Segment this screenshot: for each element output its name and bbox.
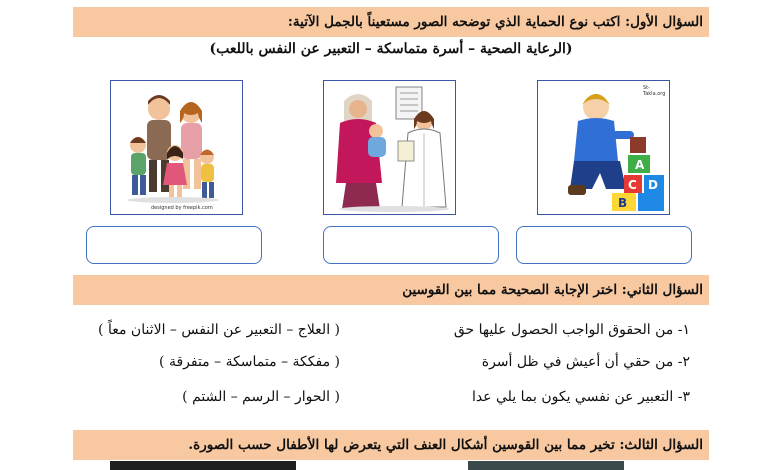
question-2-item-3-choices: ( الحوار – الرسم – الشتم ) [182,389,340,405]
svg-text:A: A [635,158,645,172]
image-family [110,80,243,215]
question-3-title: السؤال الثالث: تخير مما بين القوسين أشكال العنف التي يتعرض لها الأطفال حسب الصورة. [188,437,703,453]
answer-box-1[interactable] [86,226,262,264]
answer-box-3[interactable] [516,226,692,264]
question-2-item-1: ١- من الحقوق الواجب الحصول عليها حق [453,322,690,338]
question-2-item-3: ٣- التعبير عن نفسي يكون بما يلي عدا [471,389,690,405]
question-2-item-2-choices: ( مفككة – متماسكة – متفرقة ) [159,354,340,370]
doctor-mother-child-icon [324,81,454,213]
svg-text:B: B [618,196,628,210]
image-child-playing [537,80,670,215]
question-3-header [73,430,709,460]
svg-text:C: C [628,178,637,192]
answer-box-2[interactable] [323,226,499,264]
image-source: St-Takla.org [643,85,666,97]
image-credit: designed by freepik.com [151,205,213,211]
question-2-title: السؤال الثاني: اختر الإجابة الصحيحة مما بين القوسين [402,282,703,298]
question-2-item-2: ٢- من حقي أن أعيش في ظل أسرة [481,354,690,370]
question-1-header [73,7,709,37]
question-1-title: السؤال الأول: اكتب نوع الحماية الذي توضحه الصور مستعيناً بالجمل الآتية: [287,14,703,30]
question-2-header [73,275,709,305]
image-health-care [323,80,456,215]
question-2-item-1-choices: ( العلاج – التعبير عن النفس – الاثنان معاً ) [98,322,340,338]
bottom-image-left [110,461,296,470]
family-icon [111,81,241,213]
svg-text:D: D [648,178,658,192]
child-playing-blocks-icon [538,81,668,213]
bottom-image-right [468,461,624,470]
question-1-options: (الرعاية الصحية – أسرة متماسكة – التعبير عن النفس باللعب) [209,41,573,57]
